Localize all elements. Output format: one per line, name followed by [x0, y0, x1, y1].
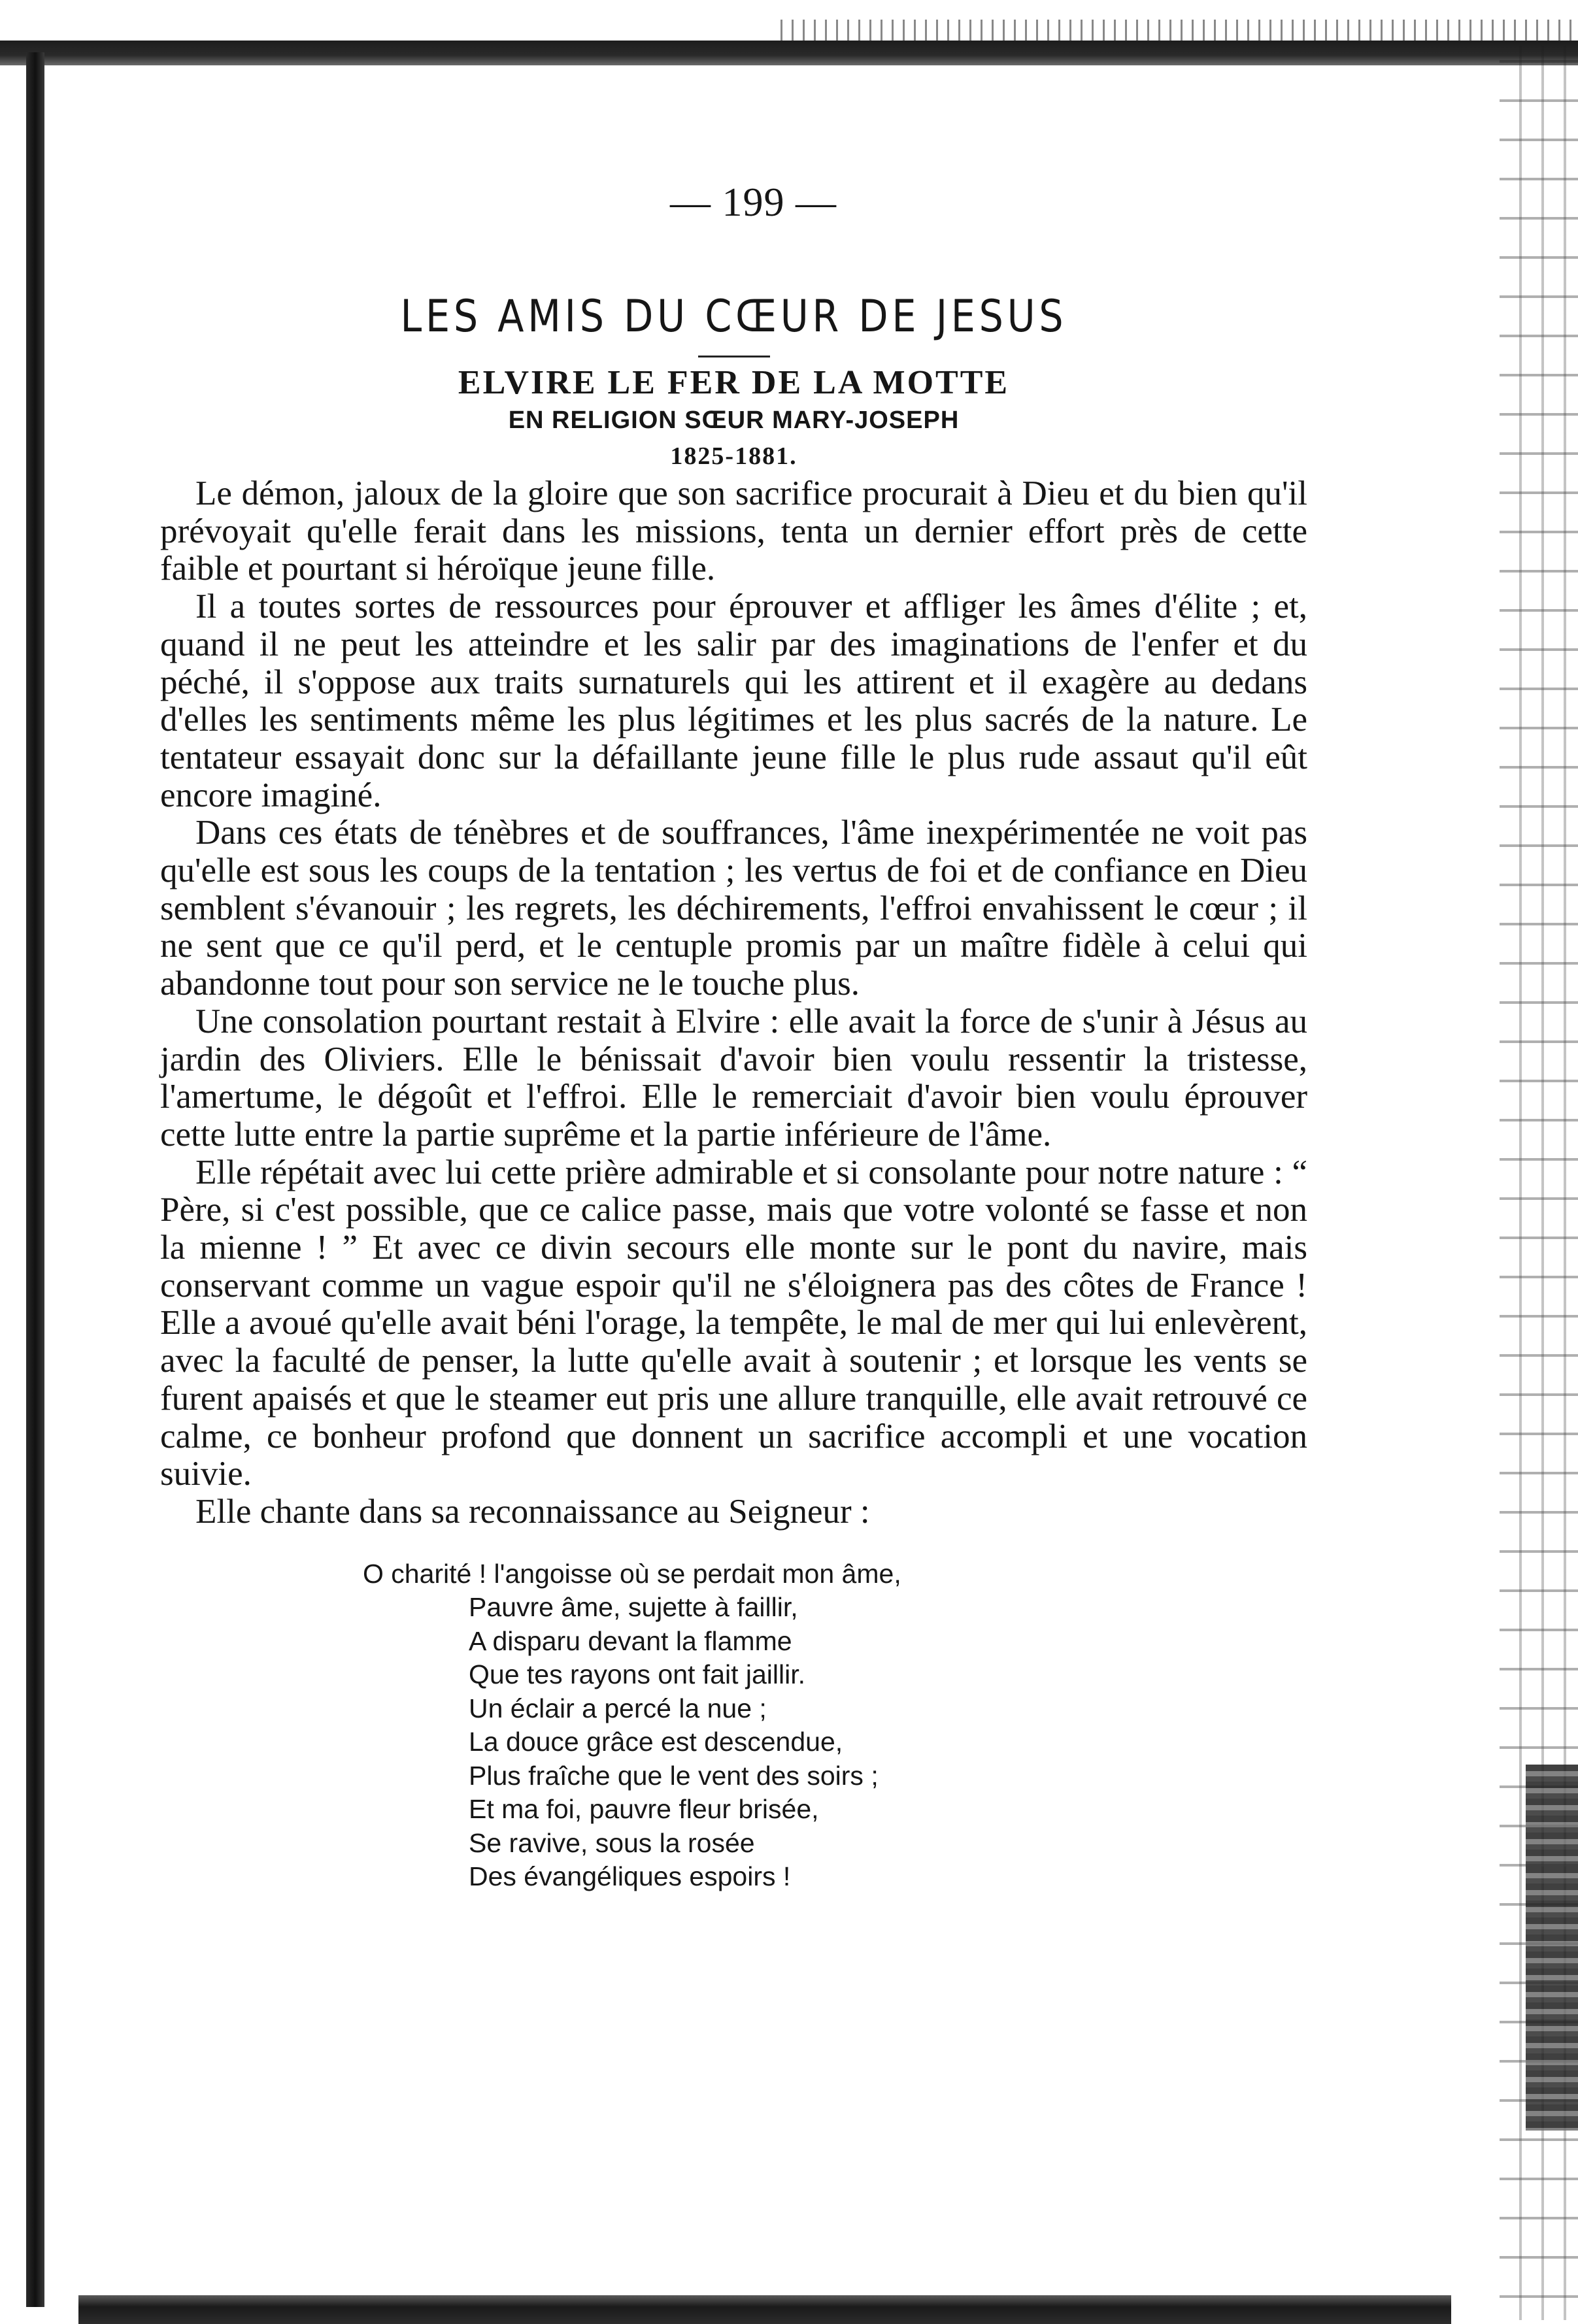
poem-line: La douce grâce est descendue,: [469, 1727, 843, 1757]
paragraph: Elle chante dans sa reconnaissance au Seigneur :: [195, 1492, 870, 1531]
book-page: [160, 176, 1307, 1894]
paragraph: Elle répétait avec lui cette prière admirable et si consolante pour notre nature : “ Père, si c'est possible, que ce calice passe, mais que votre volonté se fasse et non la mienne ! ” Et avec ce divin secours elle monte sur le pont du navire, mais conservant comme un vague espoir qu'il ne s'éloignera pas des côtes de France ! Elle a avoué qu'elle avait béni l'orage, la tempête, le mal de mer qui lui enlevèrent, avec la faculté de penser, la lutte qu'elle avait à soutenir ; et lorsque les vents se furent apaisés et que le steamer eut pris une allure tranquille, elle avait retrouvé ce calme, ce bonheur profond que donnent un sacrifice accompli et une vocation suivie.: [160, 1153, 1307, 1493]
poem-line: Que tes rayons ont fait jaillir.: [469, 1659, 806, 1690]
poem-line: Et ma foi, pauvre fleur brisée,: [469, 1794, 819, 1825]
chapter-title: LES AMIS DU CŒUR DE JESUS: [400, 291, 1067, 342]
paragraph: Une consolation pourtant restait à Elvire : elle avait la force de s'unir à Jésus au jardin des Oliviers. Elle le bénissait d'avoir bien voulu ressentir la tristesse, l'amertume, le dégoût et l'effroi. Elle le remerciait d'avoir bien voulu éprouver cette lutte entre la partie suprême et la partie inférieure de l'âme.: [160, 1002, 1307, 1154]
scan-bottom-edge: [78, 2295, 1451, 2324]
scan-left-edge: [26, 52, 44, 2307]
body-text: [160, 475, 1307, 1531]
subtitle-dates: 1825-1881.: [670, 442, 797, 470]
poem-line: Des évangéliques espoirs !: [469, 1861, 791, 1892]
poem-line: A disparu devant la flamme: [469, 1625, 792, 1656]
poem-line: Pauvre âme, sujette à faillir,: [469, 1592, 798, 1623]
poem-line: Un éclair a percé la nue ;: [469, 1693, 767, 1723]
paragraph: Dans ces états de ténèbres et de souffrances, l'âme inexpérimentée ne voit pas qu'elle est sous les coups de la tentation ; les vertus de foi et de confiance en Dieu semblent s'évanouir ; les regrets, les déchirements, l'effroi envahissent le cœur ; il ne sent que ce qu'il perd, et le centuple promis par un maître fidèle à celui qui abandonne tout pour son service ne le touche plus.: [160, 814, 1307, 1003]
subtitle-name: ELVIRE LE FER DE LA MOTTE: [458, 364, 1010, 401]
poem: [363, 1557, 1307, 1894]
title-divider: [698, 356, 770, 357]
paragraph: Il a toutes sortes de ressources pour éprouver et affliger les âmes d'élite ; et, quand il ne peut les atteindre et les salir par des imaginations de l'enfer et du péché, il s'oppose aux traits surnaturels qui les attirent et il exagère au dedans d'elles les sentiments même les plus légitimes et les plus sacrés de la nature. Le tentateur essayait donc sur la défaillante jeune fille le plus rude assaut qu'il eût encore imaginé.: [160, 588, 1307, 814]
page-number: — 199 —: [670, 180, 837, 225]
paragraph: Le démon, jaloux de la gloire que son sacrifice procurait à Dieu et du bien qu'il prévoyait qu'elle ferait dans les missions, tenta un dernier effort près de cette faible et pourtant si héroïque jeune fille.: [160, 474, 1307, 588]
poem-line: Se ravive, sous la rosée: [469, 1827, 755, 1858]
poem-line: O charité ! l'angoisse où se perdait mon âme,: [363, 1558, 901, 1589]
scan-right-damage: [1526, 1765, 1578, 2131]
scan-top-edge: [0, 41, 1578, 65]
poem-line: Plus fraîche que le vent des soirs ;: [469, 1760, 879, 1791]
subtitle-religion: EN RELIGION SŒUR MARY-JOSEPH: [508, 407, 960, 434]
